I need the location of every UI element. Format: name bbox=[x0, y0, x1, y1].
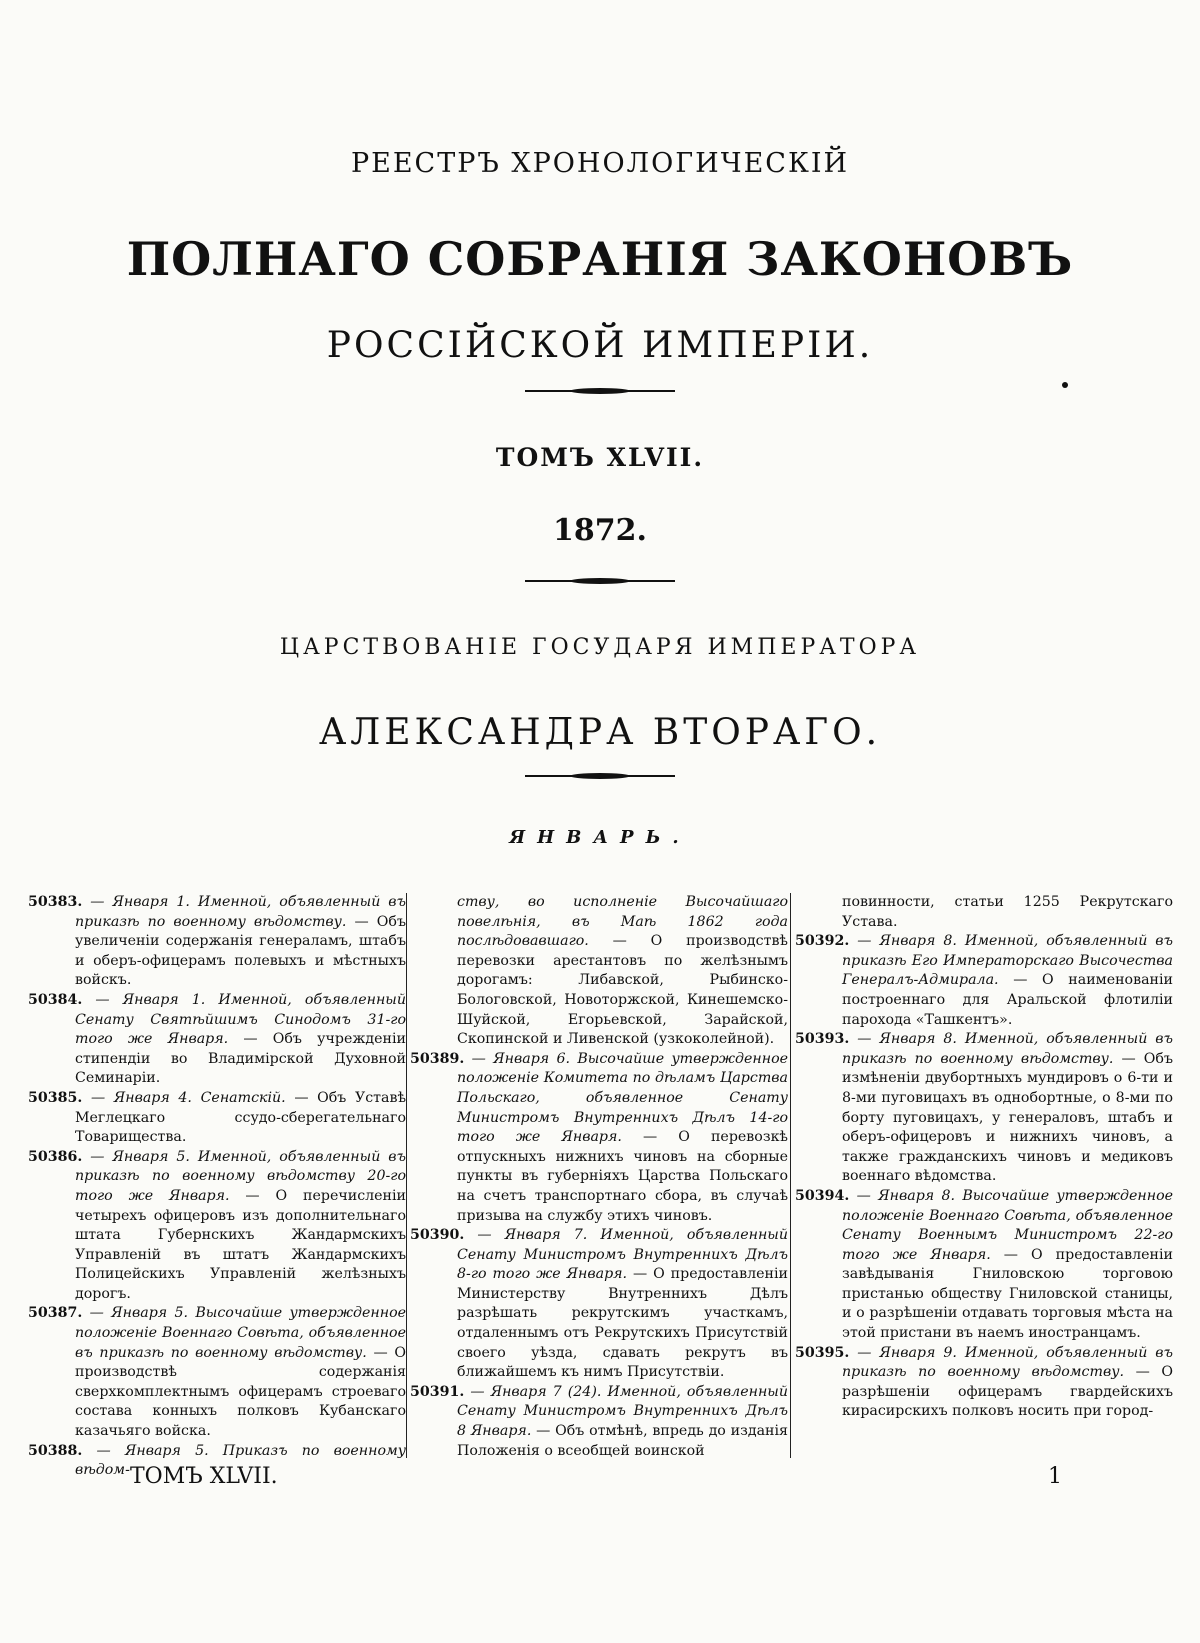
register-entry: 50390. — Января 7. Именной, объявленный Сенату Министромъ Внутреннихъ Дѣлъ 8-го того же Января. — О предоставленіи Министерству Внутреннихъ Дѣлъ разрѣшать рекрутскимъ участкамъ, отдаленнымъ отъ Рекрутскихъ Присутствій своего уѣзда, сдавать рекрутъ въ ближайшемъ къ нимъ Присутствіи. bbox=[410, 1227, 788, 1381]
register-entry: 50393. — Января 8. Именной, объявленный въ приказѣ по военному вѣдомству. — Объ измѣненіи двубортныхъ мундировъ о 6-ти и 8-ми пуговицахъ въ однобортные, о 8-ми по борту пуговицахъ, у генераловъ, штабъ и оберъ-офицеровъ и нижнихъ чиновъ, а также гражданскихъ чиновъ и медиковъ военнаго вѣдомства. bbox=[795, 1031, 1173, 1185]
column-divider bbox=[406, 893, 407, 1458]
register-title: РЕЕСТРЪ ХРОНОЛОГИЧЕСКІЙ bbox=[350, 148, 850, 179]
register-entry: 50391. — Января 7 (24). Именной, объявленный Сенату Министромъ Внутреннихъ Дѣлъ 8 Января. — Объ отмѣнѣ, впредь до изданія Положенія о всеобщей воинской bbox=[410, 1383, 788, 1459]
print-speck bbox=[1062, 382, 1068, 388]
register-entry: 50392. — Января 8. Именной, объявленный въ приказѣ Его Императорскаго Высочества Генералъ-Адмирала. — О наименованіи построеннаго для Аральской флотиліи парохода «Ташкентъ». bbox=[795, 933, 1173, 1028]
register-entry: 50387. — Января 5. Высочайше утвержденное положеніе Военнаго Совѣта, объявленное въ приказѣ по военному вѣдомству. — О производствѣ содержанія сверхкомплектнымъ офицерамъ строеваго состава конныхъ полковъ Кубанскаго казачьяго войска. bbox=[28, 1305, 407, 1440]
collection-title: ПОЛНАГО СОБРАНІЯ ЗАКОНОВЪ bbox=[126, 232, 1074, 286]
empire-title: РОССІЙСКОЙ ИМПЕРІИ. bbox=[326, 325, 874, 366]
text-column-2 bbox=[410, 893, 788, 1461]
register-entry: 50384. — Января 1. Именной, объявленный Сенату Святѣйшимъ Синодомъ 31-го того же Января. — Объ учрежденіи стипендіи во Владимірской Духовной Семинаріи. bbox=[28, 991, 406, 1087]
footer-volume-label: ТОМЪ XLVII. bbox=[130, 1464, 278, 1489]
ornamental-rule bbox=[525, 580, 675, 582]
register-entry: 50385. — Января 4. Сенатскій. — Объ Уставѣ Меглецкаго ссудо-сберегательнаго Товарищества. bbox=[28, 1089, 407, 1146]
emperor-heading: АЛЕКСАНДРА ВТОРАГО. bbox=[318, 712, 882, 753]
ornamental-rule bbox=[525, 775, 675, 777]
register-entry: 50383. — Января 1. Именной, объявленный въ приказѣ по военному вѣдомству. — Объ увеличеніи содержанія генераламъ, штабъ и оберъ-офицерамъ полевыхъ и мѣстныхъ войскъ. bbox=[28, 894, 406, 989]
entry-continuation: повинности, статьи 1255 Рекрутскаго Устава. bbox=[842, 894, 1173, 930]
text-column-1 bbox=[28, 893, 406, 1481]
register-entry: 50386. — Января 5. Именной, объявленный въ приказѣ по военному вѣдомству 20-го того же Января. — О перечисленіи четырехъ офицеровъ изъ дополнительнаго штата Губернскихъ Жандармскихъ Управленій въ штатъ Жандармскихъ Полицейскихъ Управленій желѣзныхъ дорогъ. bbox=[28, 1148, 406, 1302]
register-entry: 50389. — Января 6. Высочайше утвержденное положеніе Комитета по дѣламъ Царства Польскаго, объявленное Сенату Министромъ Внутреннихъ Дѣлъ 14-го того же Января. — О перевозкѣ отпускныхъ нижнихъ чиновъ на сборные пункты въ губерніяхъ Царства Польскаго на счетъ транспортнаго сбора, въ случаѣ призыва на службу этихъ чиновъ. bbox=[410, 1050, 789, 1224]
text-column-3 bbox=[795, 893, 1173, 1422]
month-heading: ЯНВАРЬ. bbox=[509, 827, 691, 848]
column-divider bbox=[790, 893, 791, 1458]
volume-heading: ТОМЪ XLVII. bbox=[495, 443, 705, 472]
register-entry: 50394. — Января 8. Высочайше утвержденное положеніе Военнаго Совѣта, объявленное Сенату Военнымъ Министромъ 22-го того же Января. — О предоставленіи завѣдыванія Гниловскою торговою пристанью обществу Гниловской станицы, и о разрѣшеніи отдавать торговыя мѣста на этой пристани въ наемъ иностранцамъ. bbox=[795, 1187, 1174, 1342]
reign-heading: ЦАРСТВОВАНІЕ ГОСУДАРЯ ИМПЕРАТОРА bbox=[279, 635, 921, 660]
entry-continuation: ству, во исполненіе Высочайшаго повелѣнія, въ Маѣ 1862 года послѣдовавшаго. — О производствѣ перевозки арестантовъ по желѣзнымъ дорогамъ: Либавской, Рыбинско-Бологовской, Новоторжской, Кинешемско-Шуйской, Егорьевской, Зарайской, Скопинской и Ливенской (узкоколейной). bbox=[457, 894, 788, 1048]
page-number: 1 bbox=[1048, 1464, 1062, 1489]
register-entry: 50395. — Января 9. Именной, объявленный въ приказѣ по военному вѣдомству. — О разрѣшеніи офицерамъ гвардейскихъ кирасирскихъ полковъ носить при город- bbox=[795, 1344, 1173, 1420]
year-heading: 1872. bbox=[553, 513, 647, 548]
ornamental-rule bbox=[525, 390, 675, 392]
register-entry: 50388. — Января 5. Приказъ по военному вѣдом- bbox=[28, 1442, 406, 1479]
